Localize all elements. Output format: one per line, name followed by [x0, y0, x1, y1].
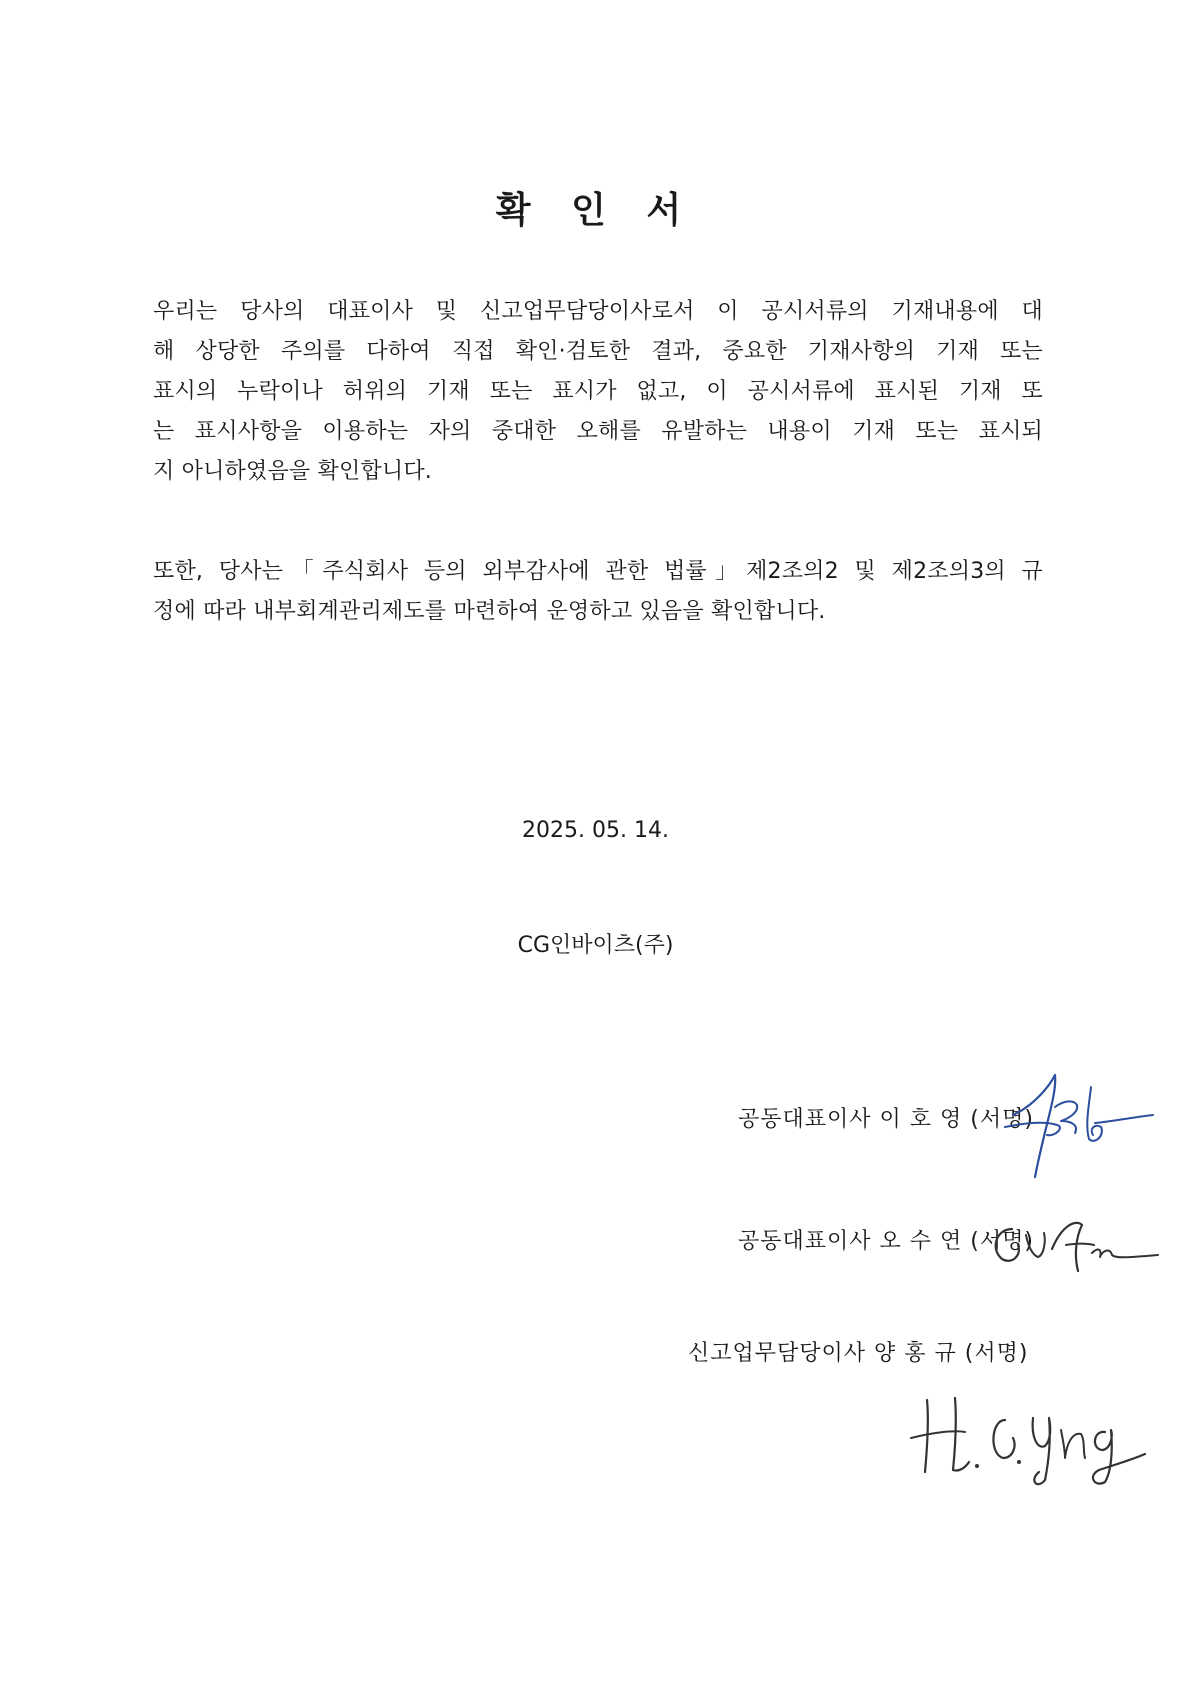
paragraph-line: 정에 따라 내부회계관리제도를 마련하여 운영하고 있음을 확인합니다. [153, 599, 826, 624]
document-date: 2025. 05. 14. [522, 818, 669, 843]
paragraph-line: 또한, 당사는「주식회사 등의 외부감사에 관한 법률」제2조의2 및 제2조의3의 규 [153, 559, 1043, 584]
paragraph-line: 표시의 누락이나 허위의 기재 또는 표시가 없고, 이 공시서류에 표시된 기재 또 [153, 379, 1043, 404]
paragraph-line: 는 표시사항을 이용하는 자의 중대한 오해를 유발하는 내용이 기재 또는 표시되 [153, 419, 1043, 444]
signatory-line-1: 공동대표이사 이 호 영 (서명) [738, 1107, 1034, 1132]
paragraph-internal-control [153, 552, 1043, 632]
signature-3-image [905, 1380, 1150, 1490]
company-name: CG인바이츠(주) [517, 933, 674, 958]
paragraph-line: 우리는 당사의 대표이사 및 신고업무담당이사로서 이 공시서류의 기재내용에 대 [153, 299, 1043, 324]
signatory-line-3: 신고업무담당이사 양 홍 규 (서명) [688, 1341, 1029, 1366]
signatory-line-2: 공동대표이사 오 수 연 (서명) [738, 1229, 1034, 1254]
paragraph-line: 해 상당한 주의를 다하여 직접 확인·검토한 결과, 중요한 기재사항의 기재 또는 [153, 339, 1043, 364]
document-title: 확 인 서 [495, 190, 696, 231]
paragraph-confirmation [153, 292, 1043, 492]
paragraph-line: 지 아니하였음을 확인합니다. [153, 459, 433, 484]
